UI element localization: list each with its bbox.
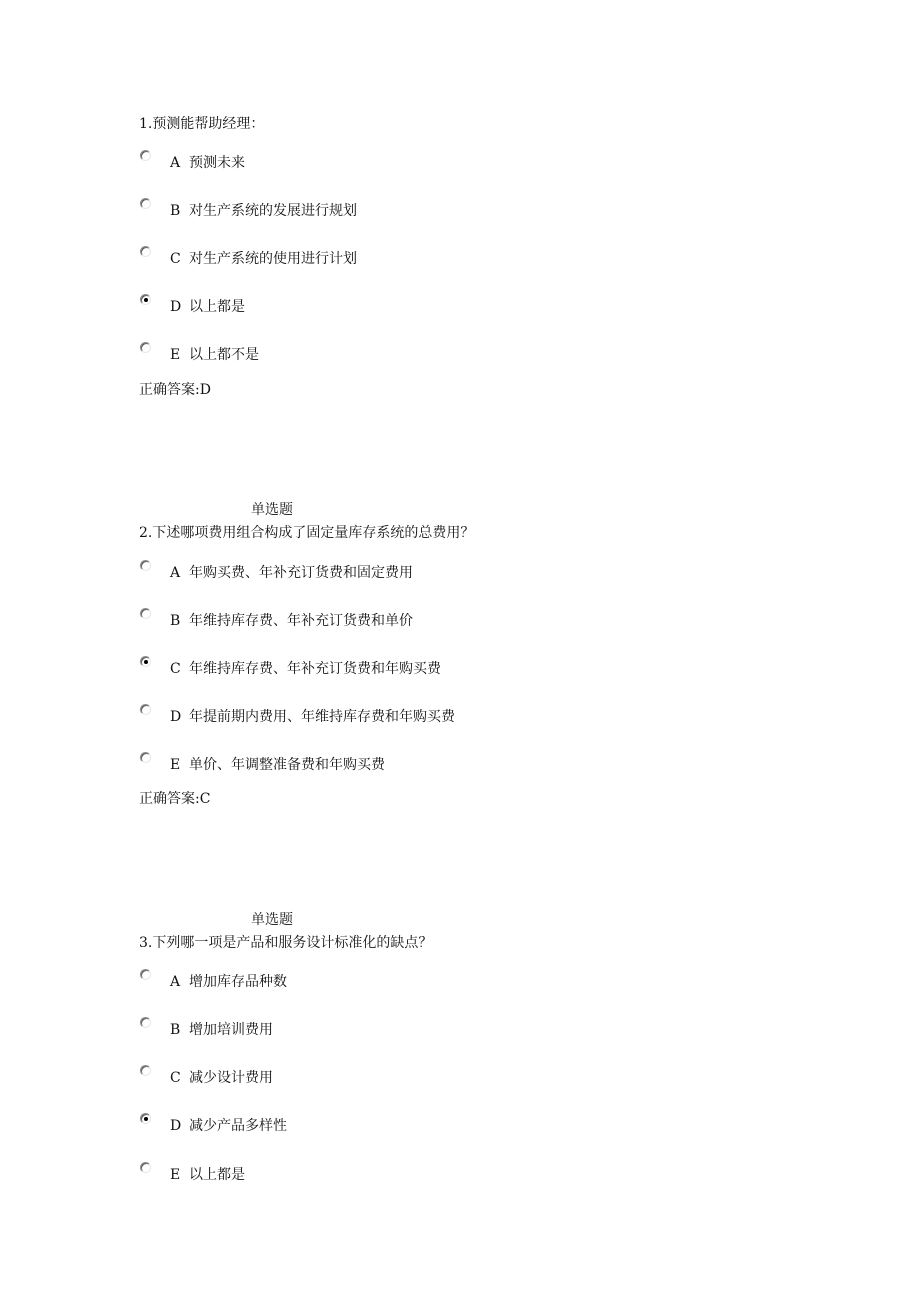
option-b[interactable] — [140, 608, 740, 632]
option-e[interactable] — [140, 1162, 740, 1186]
option-text: 对生产系统的使用进行计划 — [189, 251, 357, 267]
correct-answer: 正确答案:D — [139, 382, 211, 398]
question-stem: 1.预测能帮助经理： — [139, 116, 265, 132]
option-d[interactable] — [140, 294, 740, 318]
option-letter: C — [170, 251, 181, 267]
option-text: 增加培训费用 — [189, 1022, 273, 1038]
question-stem: 2.下述哪项费用组合构成了固定量库存系统的总费用？ — [139, 525, 475, 541]
radio-button-checked-icon[interactable] — [140, 1113, 151, 1124]
radio-button-checked-icon[interactable] — [140, 656, 151, 667]
radio-button-icon[interactable] — [140, 198, 151, 209]
option-letter: E — [170, 1167, 181, 1183]
option-label — [170, 1069, 273, 1087]
radio-button-checked-icon[interactable] — [140, 294, 151, 305]
option-text: 增加库存品种数 — [189, 974, 287, 990]
option-b[interactable] — [140, 1017, 740, 1041]
question-type-label: 单选题 — [251, 912, 293, 928]
option-label — [170, 202, 357, 220]
option-a[interactable] — [140, 150, 740, 174]
radio-button-icon[interactable] — [140, 1017, 151, 1028]
option-text: 年维持库存费、年补充订货费和单价 — [189, 613, 413, 629]
option-letter: D — [170, 299, 182, 315]
question-type-label: 单选题 — [251, 502, 293, 518]
radio-button-icon[interactable] — [140, 752, 151, 763]
option-c[interactable] — [140, 656, 740, 680]
option-label — [170, 612, 413, 630]
option-label — [170, 756, 385, 774]
option-label — [170, 660, 441, 678]
option-letter: A — [170, 565, 181, 581]
option-letter: D — [170, 709, 182, 725]
option-letter: A — [170, 974, 181, 990]
option-text: 年提前期内费用、年维持库存费和年购买费 — [189, 709, 455, 725]
option-text: 单价、年调整准备费和年购买费 — [189, 757, 385, 773]
option-d[interactable] — [140, 1113, 740, 1137]
option-letter: E — [170, 347, 181, 363]
option-label — [170, 564, 413, 582]
radio-button-icon[interactable] — [140, 150, 151, 161]
option-label — [170, 1166, 245, 1184]
option-letter: B — [170, 1022, 181, 1038]
option-letter: B — [170, 613, 181, 629]
option-letter: C — [170, 661, 181, 677]
option-label — [170, 346, 259, 364]
option-label — [170, 708, 455, 726]
option-text: 以上都不是 — [189, 347, 259, 363]
option-b[interactable] — [140, 198, 740, 222]
option-text: 对生产系统的发展进行规划 — [189, 203, 357, 219]
option-e[interactable] — [140, 342, 740, 366]
option-text: 以上都是 — [189, 299, 245, 315]
question-stem: 3.下列哪一项是产品和服务设计标准化的缺点？ — [139, 935, 433, 951]
option-label — [170, 154, 245, 172]
option-text: 年维持库存费、年补充订货费和年购买费 — [189, 661, 441, 677]
radio-button-icon[interactable] — [140, 246, 151, 257]
option-label — [170, 250, 357, 268]
radio-button-icon[interactable] — [140, 560, 151, 571]
correct-answer: 正确答案:C — [139, 791, 211, 807]
option-letter: C — [170, 1070, 181, 1086]
option-label — [170, 1117, 287, 1135]
option-text: 以上都是 — [189, 1167, 245, 1183]
option-letter: E — [170, 757, 181, 773]
option-text: 减少产品多样性 — [189, 1118, 287, 1134]
option-label — [170, 298, 245, 316]
option-text: 年购买费、年补充订货费和固定费用 — [189, 565, 413, 581]
option-letter: A — [170, 155, 181, 171]
option-text: 预测未来 — [189, 155, 245, 171]
option-label — [170, 1021, 273, 1039]
option-letter: D — [170, 1118, 182, 1134]
option-letter: B — [170, 203, 181, 219]
option-c[interactable] — [140, 1065, 740, 1089]
radio-button-icon[interactable] — [140, 608, 151, 619]
option-label — [170, 973, 287, 991]
option-a[interactable] — [140, 969, 740, 993]
option-text: 减少设计费用 — [189, 1070, 273, 1086]
option-e[interactable] — [140, 752, 740, 776]
option-d[interactable] — [140, 704, 740, 728]
radio-button-icon[interactable] — [140, 1065, 151, 1076]
radio-button-icon[interactable] — [140, 342, 151, 353]
option-a[interactable] — [140, 560, 740, 584]
radio-button-icon[interactable] — [140, 1162, 151, 1173]
radio-button-icon[interactable] — [140, 969, 151, 980]
radio-button-icon[interactable] — [140, 704, 151, 715]
option-c[interactable] — [140, 246, 740, 270]
